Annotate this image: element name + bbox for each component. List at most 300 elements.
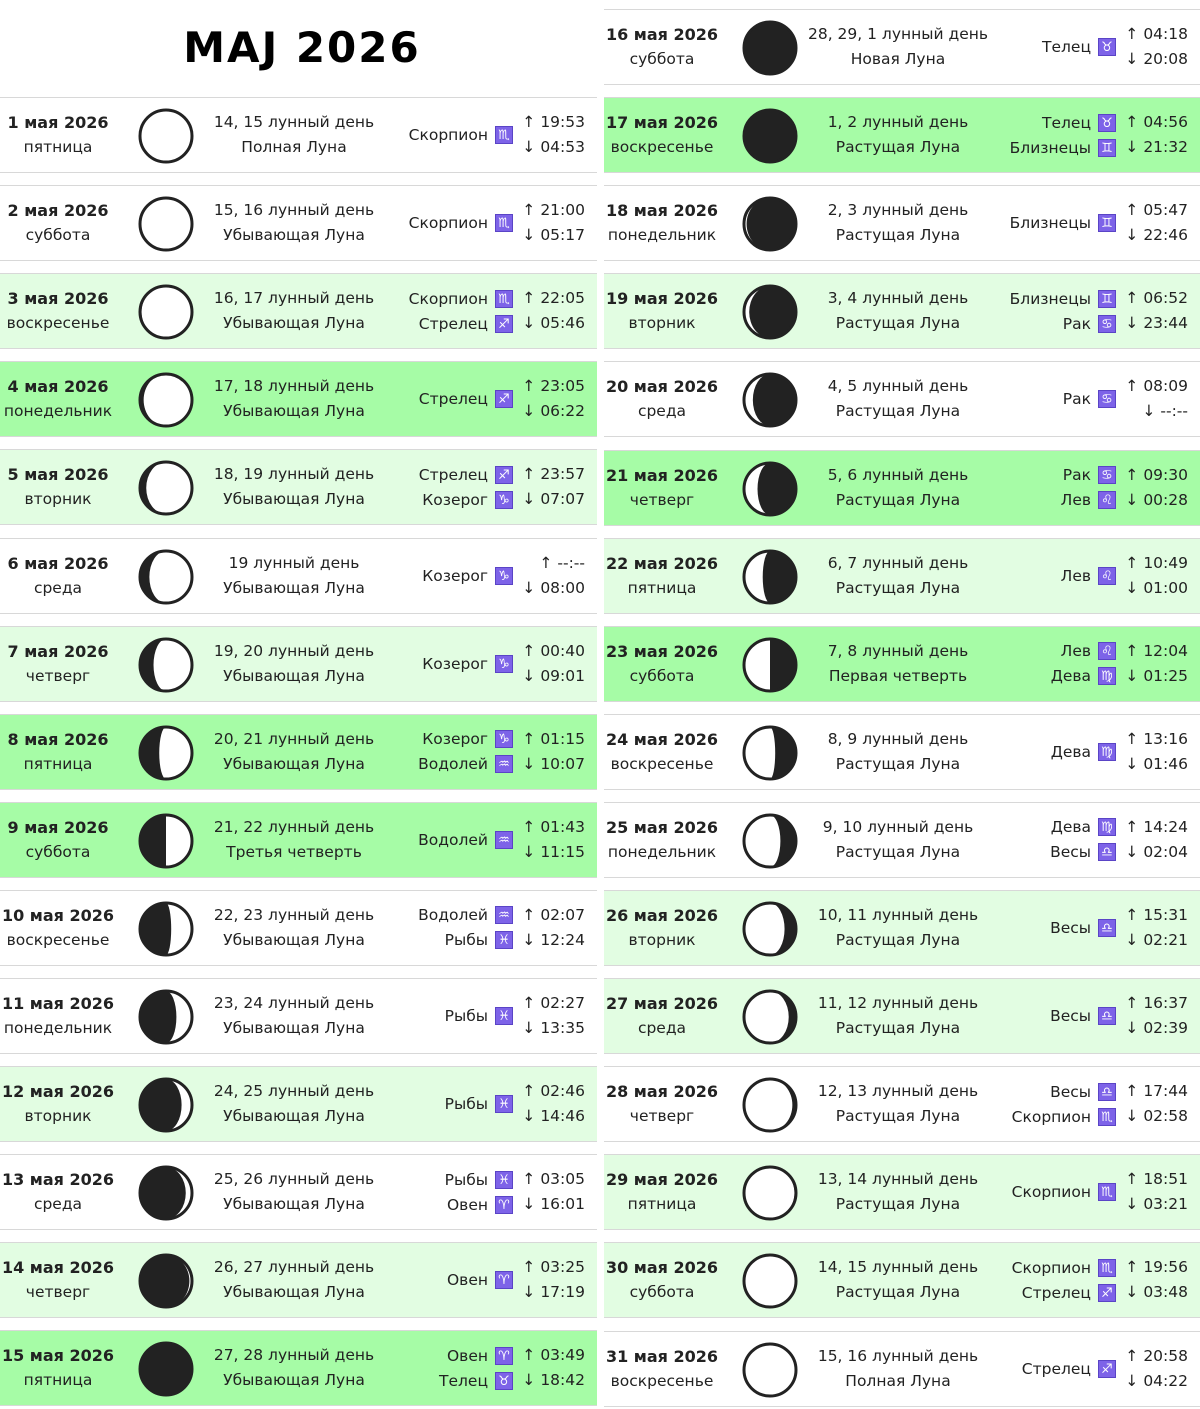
date-label: 17 мая 2026 (605, 113, 719, 133)
lunar-info (198, 627, 390, 701)
moon-phase-label: Убывающая Луна (223, 1195, 365, 1214)
lunar-day-label: 18, 19 лунный день (213, 465, 375, 484)
rise-set-times (1125, 274, 1188, 348)
lunar-day-label: 2, 3 лунный день (827, 201, 969, 220)
date-label: 6 мая 2026 (7, 553, 109, 573)
zodiac-list (409, 186, 513, 260)
rise-set-times (1125, 891, 1188, 965)
weekday-label: четверг (25, 666, 91, 685)
moon-phase-icon (138, 1165, 194, 1221)
lunar-info (802, 451, 994, 525)
rise-set-times (1125, 451, 1188, 525)
lunar-day-label: 19, 20 лунный день (213, 641, 375, 660)
rise-set-times (1125, 627, 1188, 701)
day-row (604, 450, 1200, 526)
weekday-label: воскресенье (6, 930, 110, 949)
zodiac-list (1050, 803, 1116, 877)
zodiac-sign-icon: ♒ (495, 831, 513, 849)
date-cell (604, 451, 720, 525)
moon-phase-label: Растущая Луна (835, 1019, 961, 1038)
rise-set-times (1125, 979, 1188, 1053)
moonset-time: ↓ 18:42 (522, 1371, 585, 1390)
date-label: 11 мая 2026 (1, 994, 115, 1013)
zodiac-list (1061, 451, 1116, 525)
day-row (0, 97, 597, 173)
moonrise-time: ↑ 13:16 (1125, 729, 1188, 748)
date-label: 10 мая 2026 (1, 905, 115, 925)
date-label: 23 мая 2026 (605, 641, 719, 661)
zodiac-sign-icon: ♏ (495, 290, 513, 308)
date-label: 3 мая 2026 (7, 289, 109, 309)
weekday-label: суббота (25, 226, 91, 245)
lunar-day-label: 7, 8 лунный день (827, 641, 969, 660)
weekday-label: воскресенье (610, 138, 714, 157)
zodiac-sign-icon: ♎ (1098, 919, 1116, 937)
lunar-day-label: 23, 24 лунный день (213, 994, 375, 1012)
lunar-info (198, 1331, 390, 1405)
rise-set-times (522, 186, 585, 260)
moon-phase-icon (742, 725, 798, 781)
lunar-info (198, 362, 390, 436)
rise-set-times (522, 274, 585, 348)
zodiac-list (1012, 1155, 1116, 1229)
zodiac-item (1050, 840, 1116, 865)
zodiac-name: Козерог (422, 566, 488, 585)
date-cell (604, 891, 720, 965)
date-label: 5 мая 2026 (7, 465, 109, 485)
zodiac-item (445, 1004, 513, 1029)
zodiac-sign-icon: ♋ (1098, 315, 1116, 333)
zodiac-item (422, 563, 513, 588)
zodiac-item (445, 1167, 513, 1192)
moon-phase-label: Первая четверть (828, 666, 968, 685)
rise-set-times (522, 450, 585, 524)
zodiac-name: Дева (1050, 667, 1091, 686)
moon-phase-icon (742, 1342, 798, 1398)
zodiac-item (422, 727, 513, 752)
moon-phase-label: Новая Луна (850, 50, 946, 68)
day-row (604, 802, 1200, 878)
date-cell (604, 539, 720, 613)
moon-phase-icon (138, 1253, 194, 1309)
rise-set-times (1125, 98, 1188, 172)
zodiac-name: Весы (1050, 1007, 1091, 1026)
date-label: 27 мая 2026 (605, 994, 719, 1014)
zodiac-sign-icon: ♈ (495, 1271, 513, 1289)
lunar-day-label: 16, 17 лунный день (213, 289, 375, 308)
zodiac-item (1063, 387, 1116, 412)
zodiac-item (1012, 1180, 1116, 1205)
moon-phase-label: Растущая Луна (835, 138, 961, 157)
zodiac-list (422, 539, 513, 613)
zodiac-name: Рыбы (444, 1170, 488, 1189)
lunar-day-label: 8, 9 лунный день (827, 729, 969, 748)
date-cell (0, 539, 116, 613)
zodiac-sign-icon: ♍ (1098, 818, 1116, 836)
date-cell (0, 891, 116, 965)
weekday-label: пятница (23, 138, 93, 156)
zodiac-item (1050, 1079, 1116, 1104)
moon-phase-icon (742, 637, 798, 693)
zodiac-list (445, 979, 513, 1053)
day-row (0, 273, 597, 349)
date-label: 12 мая 2026 (1, 1082, 115, 1102)
moon-phase-label: Третья четверть (226, 842, 362, 861)
date-label: 29 мая 2026 (605, 1170, 719, 1190)
moon-phase-label: Растущая Луна (835, 1107, 961, 1126)
zodiac-sign-icon: ♐ (1098, 1284, 1116, 1302)
moonset-time: ↓ 05:46 (522, 314, 585, 333)
zodiac-item (419, 387, 513, 412)
zodiac-name: Близнецы (1009, 138, 1091, 157)
zodiac-list (419, 450, 513, 524)
date-label: 24 мая 2026 (605, 729, 719, 749)
moonset-time: ↓ 07:07 (522, 490, 585, 509)
day-row (0, 185, 597, 261)
zodiac-sign-icon: ♐ (495, 466, 513, 484)
lunar-day-label: 21, 22 лунный день (213, 817, 375, 836)
moonset-time: ↓ 08:00 (522, 578, 585, 597)
zodiac-sign-icon: ♈ (495, 1347, 513, 1365)
lunar-day-label: 17, 18 лунный день (213, 377, 375, 396)
rise-set-times (1125, 1332, 1188, 1406)
zodiac-item (1012, 1104, 1116, 1129)
zodiac-sign-icon: ♑ (495, 567, 513, 585)
moon-phase-label: Растущая Луна (835, 578, 961, 597)
weekday-label: среда (637, 1019, 687, 1038)
lunar-day-label: 3, 4 лунный день (827, 289, 969, 308)
zodiac-name: Водолей (418, 906, 488, 925)
moonset-time: ↓ 04:53 (522, 138, 585, 156)
weekday-label: среда (637, 402, 687, 421)
weekday-label: суббота (629, 1283, 695, 1302)
moon-phase-icon (742, 284, 798, 340)
lunar-day-label: 19 лунный день (228, 553, 360, 572)
weekday-label: понедельник (607, 842, 717, 861)
moonset-time: ↓ 14:46 (522, 1107, 585, 1126)
day-row (0, 1066, 597, 1142)
rise-set-times (522, 715, 585, 789)
zodiac-sign-icon: ♏ (1098, 1259, 1116, 1277)
date-cell (0, 1331, 116, 1405)
moonrise-time: ↑ 16:37 (1125, 994, 1188, 1013)
lunar-info (802, 98, 994, 172)
weekday-label: вторник (628, 314, 696, 333)
moonset-time: ↓ 11:15 (522, 842, 585, 861)
date-cell (0, 274, 116, 348)
lunar-day-label: 6, 7 лунный день (827, 553, 969, 572)
zodiac-list (1010, 274, 1116, 348)
moonset-time: ↓ 02:39 (1125, 1019, 1188, 1038)
day-row (604, 361, 1200, 437)
date-cell (0, 627, 116, 701)
lunar-info (802, 1067, 994, 1141)
zodiac-name: Стрелец (1021, 1359, 1091, 1378)
weekday-label: пятница (627, 578, 697, 597)
moon-phase-icon (138, 725, 194, 781)
date-cell (604, 979, 720, 1053)
moonset-time: ↓ 22:46 (1125, 226, 1188, 245)
zodiac-list (1051, 627, 1116, 701)
zodiac-list (445, 1067, 513, 1141)
weekday-label: четверг (629, 1107, 695, 1126)
moon-phase-label: Убывающая Луна (223, 666, 365, 685)
zodiac-list (422, 627, 513, 701)
zodiac-name: Стрелец (418, 465, 488, 484)
zodiac-name: Рак (1062, 466, 1091, 484)
moon-phase-icon (138, 637, 194, 693)
moonset-time: ↓ 01:46 (1125, 754, 1188, 773)
zodiac-name: Водолей (418, 755, 488, 774)
rise-set-times (1125, 1243, 1188, 1317)
date-label: 22 мая 2026 (605, 553, 719, 573)
moon-phase-label: Растущая Луна (835, 226, 961, 245)
moonrise-time: ↑ 03:49 (522, 1346, 585, 1365)
rise-set-times (522, 1243, 585, 1317)
moonrise-time: ↑ 01:15 (522, 729, 585, 748)
moon-phase-label: Убывающая Луна (223, 930, 365, 949)
zodiac-list (1012, 1243, 1116, 1317)
zodiac-item (1012, 1255, 1116, 1280)
zodiac-item (409, 123, 513, 148)
day-row (0, 1154, 597, 1230)
moon-phase-label: Растущая Луна (835, 402, 961, 421)
weekday-label: вторник (628, 931, 696, 949)
moon-phase-icon (742, 1165, 798, 1221)
moonrise-time: ↑ 17:44 (1125, 1082, 1188, 1101)
lunar-day-label: 24, 25 лунный день (213, 1082, 375, 1101)
moonrise-time: ↑ 03:05 (522, 1170, 585, 1189)
lunar-info (802, 186, 994, 260)
weekday-label: пятница (627, 1195, 697, 1214)
moonrise-time: ↑ 23:05 (522, 377, 585, 396)
lunar-day-label: 12, 13 лунный день (817, 1082, 979, 1101)
zodiac-sign-icon: ♏ (1098, 1108, 1116, 1126)
moon-phase-label: Полная Луна (241, 138, 347, 156)
weekday-label: суббота (629, 50, 695, 68)
zodiac-sign-icon: ♎ (1098, 1083, 1116, 1101)
zodiac-name: Скорпион (1011, 1107, 1091, 1126)
lunar-day-label: 28, 29, 1 лунный день (807, 25, 989, 43)
rise-set-times (522, 539, 585, 613)
moon-phase-label: Убывающая Луна (223, 490, 365, 509)
moonrise-time: ↑ 09:30 (1125, 465, 1188, 484)
zodiac-sign-icon: ♒ (495, 755, 513, 773)
zodiac-sign-icon: ♓ (495, 1095, 513, 1113)
lunar-info (198, 450, 390, 524)
day-row (0, 626, 597, 702)
lunar-day-label: 10, 11 лунный день (817, 906, 979, 924)
date-label: 7 мая 2026 (7, 641, 109, 661)
moon-phase-label: Растущая Луна (835, 1195, 961, 1214)
zodiac-name: Лев (1060, 566, 1091, 585)
lunar-day-label: 1, 2 лунный день (827, 113, 969, 132)
date-cell (604, 803, 720, 877)
day-row (0, 1242, 597, 1318)
zodiac-list (1010, 186, 1116, 260)
moonrise-time: ↑ 19:53 (522, 113, 585, 131)
zodiac-sign-icon: ♉ (1098, 114, 1116, 132)
moonrise-time: ↑ 03:25 (522, 1258, 585, 1277)
rise-set-times (1125, 186, 1188, 260)
moon-phase-icon (138, 989, 194, 1045)
zodiac-list (439, 1331, 513, 1405)
moonset-time: ↓ 05:17 (522, 226, 585, 245)
lunar-info (802, 627, 994, 701)
zodiac-item (1022, 1356, 1116, 1381)
zodiac-list (1051, 715, 1116, 789)
page-title: MAJ 2026 (183, 23, 421, 72)
moon-phase-icon (742, 549, 798, 605)
moonset-time: ↓ 09:01 (522, 666, 585, 685)
moonrise-time: ↑ 05:47 (1125, 201, 1188, 220)
zodiac-name: Стрелец (418, 390, 488, 409)
moonset-time: ↓ 13:35 (522, 1019, 585, 1037)
zodiac-list (1050, 891, 1116, 965)
lunar-info (198, 98, 390, 172)
lunar-info (802, 1332, 994, 1406)
moonrise-time: ↑ 06:52 (1125, 289, 1188, 308)
zodiac-item (1063, 311, 1116, 336)
date-cell (604, 715, 720, 789)
zodiac-item (419, 462, 513, 487)
lunar-info (802, 362, 994, 436)
zodiac-name: Скорпион (408, 214, 488, 233)
weekday-label: понедельник (3, 1019, 113, 1037)
day-row (604, 538, 1200, 614)
moonrise-time: ↑ 15:31 (1125, 906, 1188, 924)
weekday-label: среда (33, 578, 83, 597)
lunar-day-label: 25, 26 лунный день (213, 1170, 375, 1189)
rise-set-times (522, 979, 585, 1053)
day-row (604, 626, 1200, 702)
zodiac-list (1063, 362, 1116, 436)
day-row (604, 714, 1200, 790)
date-cell (0, 1243, 116, 1317)
zodiac-sign-icon: ♊ (1098, 214, 1116, 232)
zodiac-list (1061, 539, 1116, 613)
zodiac-sign-icon: ♋ (1098, 466, 1116, 484)
moon-phase-label: Убывающая Луна (223, 1283, 365, 1302)
date-label: 30 мая 2026 (605, 1258, 719, 1278)
zodiac-list (1010, 98, 1116, 172)
rise-set-times (1125, 715, 1188, 789)
rise-set-times (522, 891, 585, 965)
moon-phase-icon (138, 460, 194, 516)
moon-phase-icon (742, 372, 798, 428)
moonrise-time: ↑ 04:18 (1125, 25, 1188, 43)
zodiac-item (419, 311, 513, 336)
moonset-time: ↓ 00:28 (1125, 490, 1188, 509)
moonrise-time: ↑ 14:24 (1125, 817, 1188, 836)
weekday-label: суббота (629, 666, 695, 685)
weekday-label: понедельник (607, 226, 717, 245)
moonset-time: ↓ 06:22 (522, 402, 585, 421)
zodiac-name: Близнецы (1009, 214, 1091, 233)
rise-set-times (522, 803, 585, 877)
zodiac-item (439, 1368, 513, 1393)
zodiac-list (418, 715, 513, 789)
moonrise-time: ↑ 20:58 (1125, 1346, 1188, 1365)
zodiac-sign-icon: ♐ (1098, 1360, 1116, 1378)
moonset-time: ↓ 02:21 (1125, 931, 1188, 949)
lunar-info (198, 186, 390, 260)
zodiac-item (447, 1268, 513, 1293)
date-label: 20 мая 2026 (605, 377, 719, 397)
moonset-time: ↓ 04:22 (1125, 1371, 1188, 1390)
lunar-day-label: 15, 16 лунный день (817, 1346, 979, 1365)
moon-phase-icon (138, 284, 194, 340)
lunar-info (802, 891, 994, 965)
zodiac-name: Стрелец (1021, 1283, 1091, 1302)
zodiac-sign-icon: ♊ (1098, 290, 1116, 308)
moonrise-time: ↑ 21:00 (522, 201, 585, 220)
rise-set-times (522, 1331, 585, 1405)
moon-phase-icon (138, 1341, 194, 1397)
moonrise-time: ↑ 10:49 (1125, 553, 1188, 572)
zodiac-name: Телец (1042, 113, 1091, 132)
weekday-label: пятница (23, 754, 93, 773)
zodiac-sign-icon: ♑ (495, 491, 513, 509)
zodiac-list (445, 1155, 513, 1229)
lunar-info (198, 539, 390, 613)
zodiac-sign-icon: ♉ (495, 1372, 513, 1390)
rise-set-times (1125, 1067, 1188, 1141)
date-cell (0, 1067, 116, 1141)
zodiac-sign-icon: ♍ (1098, 667, 1116, 685)
day-row (604, 1331, 1200, 1407)
zodiac-item (409, 211, 513, 236)
date-label: 19 мая 2026 (605, 289, 719, 309)
lunar-info (802, 539, 994, 613)
moon-phase-icon (742, 901, 798, 957)
day-row (604, 1154, 1200, 1230)
rise-set-times (522, 362, 585, 436)
rise-set-times (1125, 539, 1188, 613)
date-label: 26 мая 2026 (605, 906, 719, 925)
zodiac-sign-icon: ♌ (1098, 491, 1116, 509)
weekday-label: вторник (24, 1107, 92, 1126)
moon-phase-icon (742, 1077, 798, 1133)
zodiac-list (1022, 1332, 1116, 1406)
moonset-time: ↓ 23:44 (1125, 314, 1188, 333)
moon-phase-icon (742, 989, 798, 1045)
weekday-label: воскресенье (610, 754, 714, 773)
zodiac-sign-icon: ♓ (495, 1171, 513, 1189)
moonrise-time: ↑ 02:46 (522, 1082, 585, 1101)
moon-phase-icon (138, 901, 194, 957)
moon-phase-label: Растущая Луна (835, 314, 961, 333)
date-label: 16 мая 2026 (605, 25, 719, 44)
moonset-time: ↓ 17:19 (522, 1283, 585, 1302)
zodiac-list (1012, 1067, 1116, 1141)
lunar-day-label: 13, 14 лунный день (817, 1170, 979, 1189)
zodiac-item (1010, 211, 1116, 236)
zodiac-name: Козерог (422, 490, 488, 509)
zodiac-sign-icon: ♏ (1098, 1183, 1116, 1201)
day-row (604, 890, 1200, 966)
lunar-info (198, 1067, 390, 1141)
date-cell (0, 186, 116, 260)
moonset-time: ↓ 02:04 (1125, 842, 1188, 861)
moonrise-time: ↑ 08:09 (1125, 377, 1188, 396)
lunar-day-label: 11, 12 лунный день (817, 994, 979, 1013)
zodiac-sign-icon: ♐ (495, 390, 513, 408)
lunar-info (802, 10, 994, 84)
moonrise-time: ↑ 04:56 (1125, 113, 1188, 132)
zodiac-name: Дева (1050, 818, 1091, 837)
moonset-time: ↓ 03:21 (1125, 1195, 1188, 1214)
